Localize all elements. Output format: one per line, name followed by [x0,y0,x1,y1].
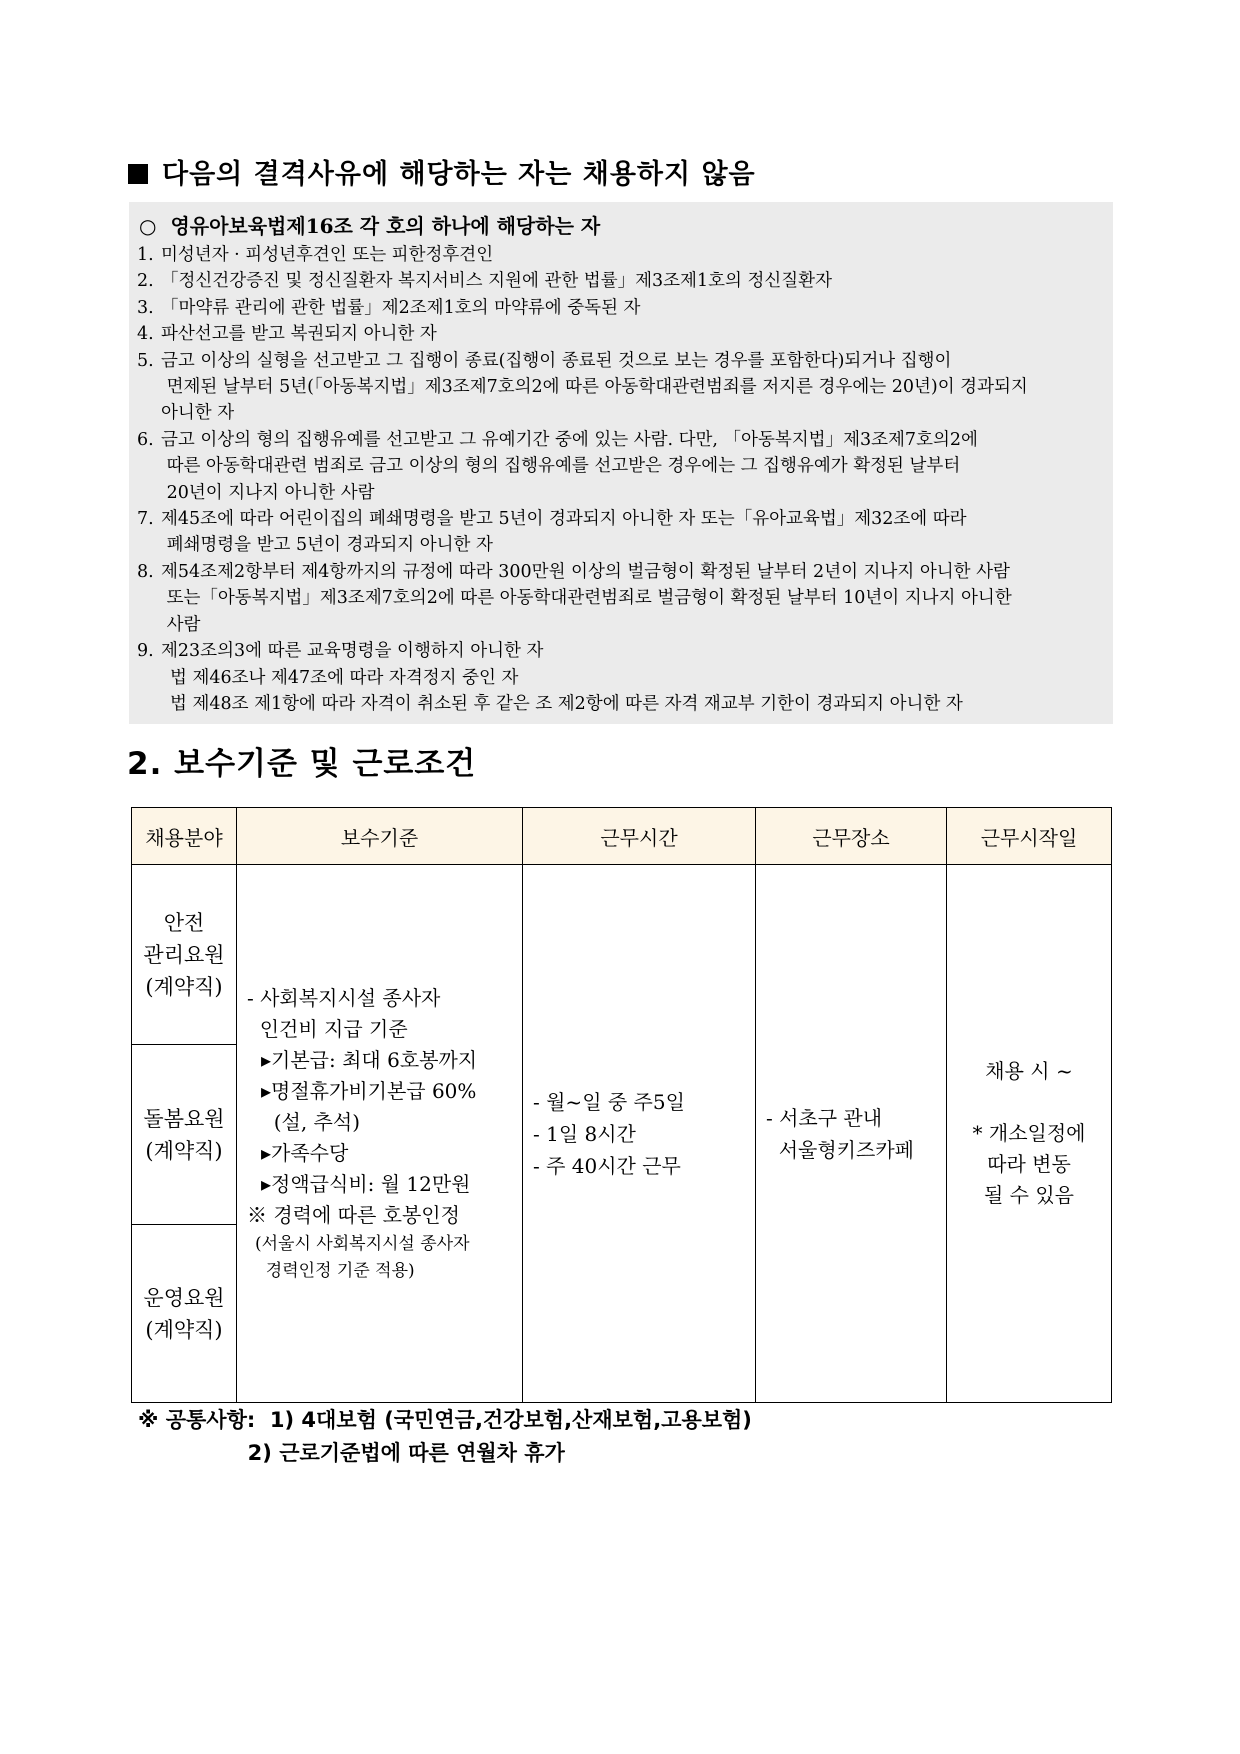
header-hours: 근무시간 [523,808,756,865]
list-item [137,374,1101,400]
item-number: 3. [137,297,154,318]
item-number: 6. [137,429,154,450]
disqualification-list [137,242,1101,665]
list-item [137,295,1101,321]
pay-standard-cell: - 사회복지시설 종사자 인건비 지급 기준 ▸기본급: 최대 6호봉까지 ▸명절휴가비기본급 60% (설, 추석) ▸가족수당 ▸정액급식비: 월 12만원 ※ 경력에 따른 호봉인정 (서울시 사회복지시설 종사자 경력인정 기준 적용) [237,865,523,1403]
table-header-row [132,808,1112,865]
item-number: 2. [137,271,154,292]
list-item [137,427,1101,453]
black-square-icon [128,164,148,184]
item-text: 20년이 지나지 아니한 사람 [161,482,375,503]
list-item [137,532,1101,558]
section2-title: 2. 보수기준 및 근로조건 [127,746,477,782]
extra-line: 법 제48조 제1항에 따라 자격이 취소된 후 같은 조 제2항에 따른 자격 재교부 기한이 경과되지 아니한 자 [170,693,963,714]
disqualification-box [129,202,1113,724]
item-text: 파산선고를 받고 복권되지 아니한 자 [161,324,437,345]
header-field: 채용분야 [132,808,237,865]
field-safety: 안전 관리요원 (계약직) [132,865,237,1045]
header-start: 근무시작일 [947,808,1112,865]
list-item [137,559,1101,585]
field-care: 돌봄요원 (계약직) [132,1045,237,1225]
header-place: 근무장소 [756,808,947,865]
item-number [137,612,161,638]
extra-line: 법 제46조나 제47조에 따라 자격정지 중인 자 [170,667,519,688]
list-item [137,638,1101,664]
list-item [137,348,1101,374]
item-number: 7. [137,509,154,530]
item-text: 따른 아동학대관련 범죄로 금고 이상의 형의 집행유예를 선고받은 경우에는 그 집행유예가 확정된 날부터 [161,456,961,477]
item-text: 「마약류 관리에 관한 법률」제2조제1호의 마약류에 중독된 자 [161,297,641,318]
item-number [137,453,161,479]
list-item [137,506,1101,532]
item-number [137,585,161,611]
start-date-cell: 채용 시 ~ * 개소일정에 따라 변동 될 수 있음 [947,865,1112,1403]
item-number [137,400,161,426]
item-number [137,480,161,506]
list-item [137,612,1101,638]
list-item [137,480,1101,506]
list-item [137,268,1101,294]
item-text: 또는「아동복지법」제3조제7호의2에 따른 아동학대관련범죄로 벌금형이 확정된 날부터 10년이 지나지 아니한 [161,588,1012,609]
item-number [137,374,161,400]
item-text: 제23조의3에 따른 교육명령을 이행하지 아니한 자 [161,641,544,662]
item-text: 사람 [161,614,201,635]
box-heading: ○ 영유아보육법제16조 각 호의 하나에 해당하는 자 [139,214,601,238]
item-number: 5. [137,350,154,371]
item-number: 8. [137,561,154,582]
item-number: 1. [137,245,154,265]
item-text: 미성년자 · 피성년후견인 또는 피한정후견인 [161,245,494,265]
list-item [137,242,1101,268]
list-item [137,453,1101,479]
item-number: 9. [137,641,154,662]
work-place-cell: - 서초구 관내 서울형키즈카페 [756,865,947,1403]
item-number: 4. [137,324,154,345]
list-item [137,321,1101,347]
header-pay: 보수기준 [237,808,523,865]
item-text: 금고 이상의 형의 집행유예를 선고받고 그 유예기간 중에 있는 사람. 다만, 「아동복지법」제3조제7호의2에 [161,429,978,450]
item-text: 폐쇄명령을 받고 5년이 경과되지 아니한 자 [161,535,493,556]
work-hours-cell: - 월~일 중 주5일 - 1일 8시간 - 주 40시간 근무 [523,865,756,1403]
item-text: 면제된 날부터 5년(「아동복지법」제3조제7호의2에 따른 아동학대관련범죄를 저지른 경우에는 20년)이 경과되지 [161,377,1028,398]
list-item [137,585,1101,611]
common-terms: ※ 공통사항: 1) 4대보험 (국민연금,건강보험,산재보험,고용보험) 2) 근로기준법에 따른 연월차 휴가 [138,1408,752,1465]
item-text: 제54조제2항부터 제4항까지의 규정에 따라 300만원 이상의 벌금형이 확정된 날부터 2년이 지나지 아니한 사람 [161,561,1010,582]
field-operation: 운영요원 (계약직) [132,1225,237,1403]
circle-marker: ○ [139,214,157,238]
item-text: 제45조에 따라 어린이집의 폐쇄명령을 받고 5년이 경과되지 아니한 자 또는「유아교육법」제32조에 따라 [161,509,967,530]
item-text: 아니한 자 [161,403,235,424]
item-text: 「정신건강증진 및 정신질환자 복지서비스 지원에 관한 법률」제3조제1호의 정신질환자 [161,271,832,292]
item-number [137,532,161,558]
disqualification-title: 다음의 결격사유에 해당하는 자는 채용하지 않음 [128,152,756,191]
conditions-table [131,807,1112,1403]
item-text: 금고 이상의 실형을 선고받고 그 집행이 종료(집행이 종료된 것으로 보는 경우를 포함한다)되거나 집행이 [161,350,952,371]
list-item [137,400,1101,426]
